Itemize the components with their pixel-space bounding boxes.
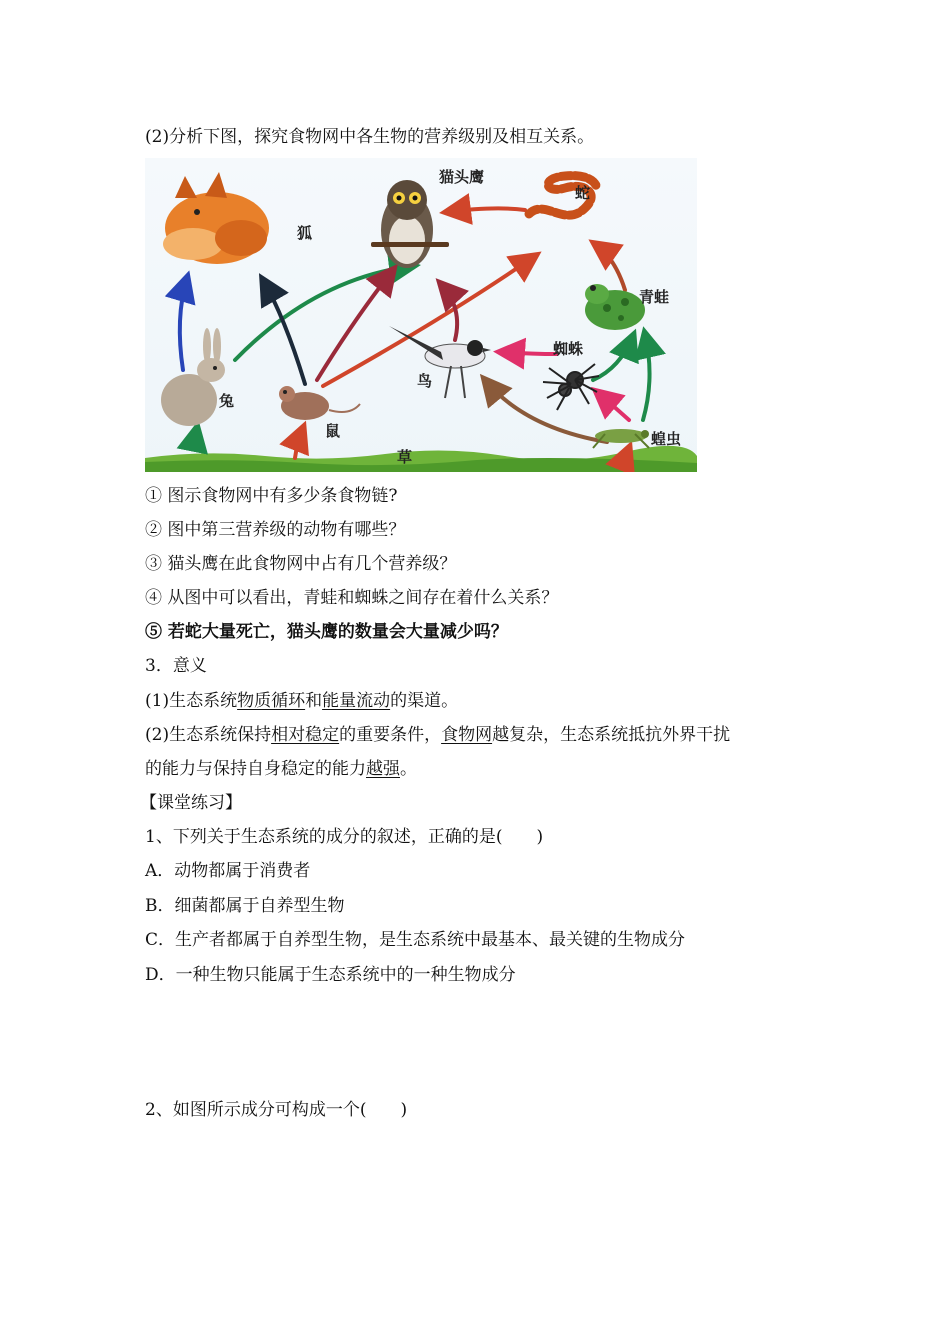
significance-1: (1)生态系统物质循环和能量流动的渠道。 xyxy=(145,691,459,711)
question-5: ⑤ 若蛇大量死亡，猫头鹰的数量会大量减少吗？ xyxy=(145,622,508,642)
label-rabbit: 兔 xyxy=(219,392,235,410)
label-spider: 蜘蛛 xyxy=(553,340,584,358)
underlined-term: 越强 xyxy=(366,759,400,779)
q1-option-c: C．生产者都属于自养型生物，是生态系统中最基本、最关键的生物成分 xyxy=(145,930,686,950)
q1-option-a: A．动物都属于消费者 xyxy=(145,861,311,881)
intro-text: (2)分析下图，探究食物网中各生物的营养级别及相互关系。 xyxy=(145,127,595,147)
arrow-snake-owl xyxy=(447,208,525,212)
arrow-frog-snake xyxy=(595,244,625,290)
underlined-term: 食物网 xyxy=(441,725,493,745)
question-3: ③ 猫头鹰在此食物网中占有几个营养级？ xyxy=(145,554,457,574)
arrow-locust-frog xyxy=(643,334,650,420)
label-grass: 草 xyxy=(397,448,413,466)
q1-option-d: D．一种生物只能属于生态系统中的一种生物成分 xyxy=(145,965,516,985)
arrow-spider-bird xyxy=(501,352,557,354)
underlined-term: 物质循环 xyxy=(237,691,306,711)
significance-2-line2: 的能力与保持自身稳定的能力越强。 xyxy=(145,759,417,779)
practice-heading: 【课堂练习】 xyxy=(140,793,242,813)
arrow-mouse-owl xyxy=(317,270,393,380)
food-web-diagram xyxy=(145,158,697,472)
q1-stem: 1、下列关于生态系统的成分的叙述，正确的是( ) xyxy=(145,827,544,847)
arrow-grass-rabbit xyxy=(197,428,203,448)
q2-stem: 2、如图所示成分可构成一个( ) xyxy=(145,1100,408,1120)
question-1: ① 图示食物网中有多少条食物链? xyxy=(145,486,398,506)
spider-icon xyxy=(543,364,599,410)
label-owl: 猫头鹰 xyxy=(439,168,485,186)
mouse-icon xyxy=(279,386,360,420)
label-mouse: 鼠 xyxy=(325,422,341,440)
arrow-rabbit-fox xyxy=(180,278,187,370)
question-4: ④ 从图中可以看出，青蛙和蜘蛛之间存在着什么关系？ xyxy=(145,588,559,608)
underlined-term: 相对稳定 xyxy=(271,725,340,745)
frog-icon xyxy=(585,284,645,330)
label-fox: 狐 xyxy=(297,224,313,242)
arrow-mouse-fox xyxy=(263,280,305,384)
section3-heading: 3．意义 xyxy=(145,656,207,676)
fox-icon xyxy=(163,172,269,264)
label-frog: 青蛙 xyxy=(639,288,670,306)
question-2: ② 图中第三营养级的动物有哪些？ xyxy=(145,520,406,540)
label-bird: 鸟 xyxy=(417,372,433,390)
food-web-figure xyxy=(145,158,697,472)
locust-icon xyxy=(593,429,649,448)
arrow-locust-bird xyxy=(485,380,607,442)
underlined-term: 能量流动 xyxy=(322,691,391,711)
q1-option-b: B．细菌都属于自养型生物 xyxy=(145,896,345,916)
rabbit-icon xyxy=(161,328,225,426)
label-locust: 蝗虫 xyxy=(651,430,682,448)
significance-2-line1: (2)生态系统保持相对稳定的重要条件，食物网越复杂，生态系统抵抗外界干扰 xyxy=(145,725,731,745)
arrow-locust-spider xyxy=(597,392,629,420)
label-snake: 蛇 xyxy=(575,184,591,202)
owl-icon xyxy=(371,180,449,268)
bird-icon xyxy=(389,326,491,398)
arrow-spider-frog xyxy=(593,336,633,380)
arrow-grass-mouse xyxy=(295,428,303,458)
